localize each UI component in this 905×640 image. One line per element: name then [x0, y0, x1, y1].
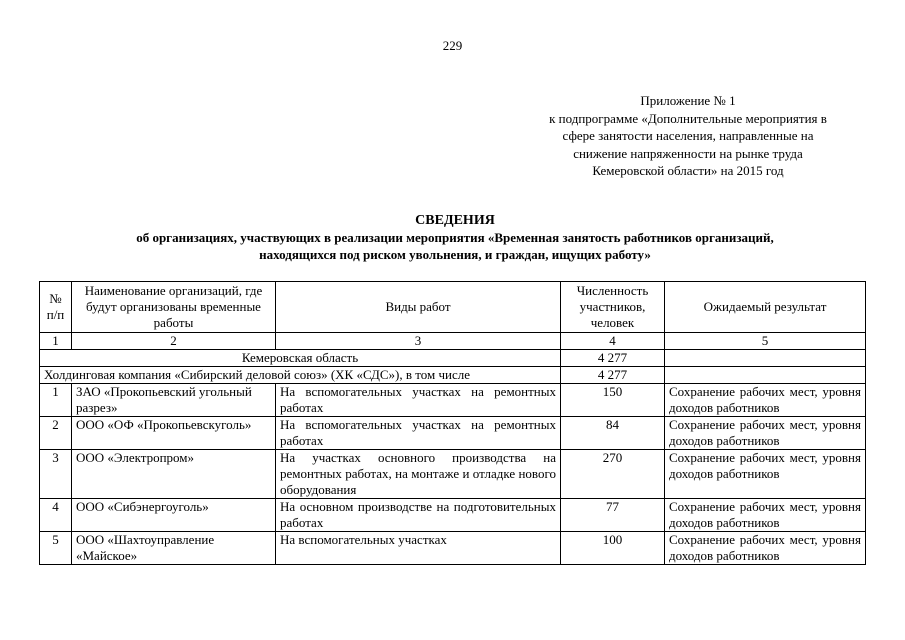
document-heading: [40, 212, 870, 263]
row-num: 1: [40, 384, 72, 417]
table-row: [40, 384, 866, 417]
company-label: Холдинговая компания «Сибирский деловой союз» (ХК «СДС»), в том числе: [40, 367, 561, 384]
row-organization: ЗАО «Прокопьевский угольный разрез»: [72, 384, 276, 417]
company-count: 4 277: [561, 367, 665, 384]
company-total-row: [40, 367, 866, 384]
appendix-note: [522, 92, 854, 180]
row-expected-result: Сохранение рабочих мест, уровня доходов работников: [665, 532, 866, 565]
row-expected-result: Сохранение рабочих мест, уровня доходов работников: [665, 417, 866, 450]
row-num: 2: [40, 417, 72, 450]
column-number: 1: [40, 333, 72, 350]
header-result: Ожидаемый результат: [665, 282, 866, 333]
row-num: 4: [40, 499, 72, 532]
row-work-type: На участках основного производства на ремонтных работах, на монтаже и отладке нового оборудования: [276, 450, 561, 499]
table-row: [40, 450, 866, 499]
region-total-row: [40, 350, 866, 367]
row-num: 3: [40, 450, 72, 499]
heading-subtitle-line: об организациях, участвующих в реализации мероприятия «Временная занятость работников организаций,: [136, 230, 774, 245]
appendix-line: сфере занятости населения, направленные на: [562, 128, 814, 143]
row-participants: 270: [561, 450, 665, 499]
row-work-type: На вспомогательных участках на ремонтных работах: [276, 384, 561, 417]
region-label: Кемеровская область: [40, 350, 561, 367]
column-number: 3: [276, 333, 561, 350]
table-header-row: [40, 282, 866, 333]
region-count: 4 277: [561, 350, 665, 367]
column-number-row: [40, 333, 866, 350]
region-result: [665, 350, 866, 367]
row-expected-result: Сохранение рабочих мест, уровня доходов работников: [665, 499, 866, 532]
column-number: 5: [665, 333, 866, 350]
page-number: 229: [442, 38, 463, 53]
table-row: [40, 532, 866, 565]
row-participants: 150: [561, 384, 665, 417]
row-organization: ООО «Сибэнергоуголь»: [72, 499, 276, 532]
header-org: Наименование организаций, где будут организованы временные работы: [72, 282, 276, 333]
row-expected-result: Сохранение рабочих мест, уровня доходов работников: [665, 450, 866, 499]
appendix-line: снижение напряженности на рынке труда: [573, 145, 803, 161]
header-num: № п/п: [40, 282, 72, 333]
row-participants: 84: [561, 417, 665, 450]
row-expected-result: Сохранение рабочих мест, уровня доходов работников: [665, 384, 866, 417]
organizations-table: [39, 281, 866, 565]
appendix-line: к подпрограмме «Дополнительные мероприятия в: [549, 110, 827, 126]
row-organization: ООО «Электропром»: [72, 450, 276, 499]
column-number: 2: [72, 333, 276, 350]
table-row: [40, 499, 866, 532]
heading-title: СВЕДЕНИЯ: [415, 213, 495, 228]
row-organization: ООО «Шахтоуправление «Майское»: [72, 532, 276, 565]
row-num: 5: [40, 532, 72, 565]
appendix-line: Приложение № 1: [640, 93, 736, 108]
row-work-type: На вспомогательных участках на ремонтных работах: [276, 417, 561, 450]
row-work-type: На вспомогательных участках: [276, 532, 561, 565]
column-number: 4: [561, 333, 665, 350]
header-work: Виды работ: [276, 282, 561, 333]
appendix-line: Кемеровской области» на 2015 год: [592, 163, 784, 178]
row-organization: ООО «ОФ «Прокопьевскуголь»: [72, 417, 276, 450]
heading-subtitle-line: находящихся под риском увольнения, и граждан, ищущих работу»: [259, 247, 651, 262]
row-work-type: На основном производстве на подготовительных работах: [276, 499, 561, 532]
row-participants: 100: [561, 532, 665, 565]
company-result: [665, 367, 866, 384]
row-participants: 77: [561, 499, 665, 532]
header-count: Численность участников, человек: [561, 282, 665, 333]
table-row: [40, 417, 866, 450]
